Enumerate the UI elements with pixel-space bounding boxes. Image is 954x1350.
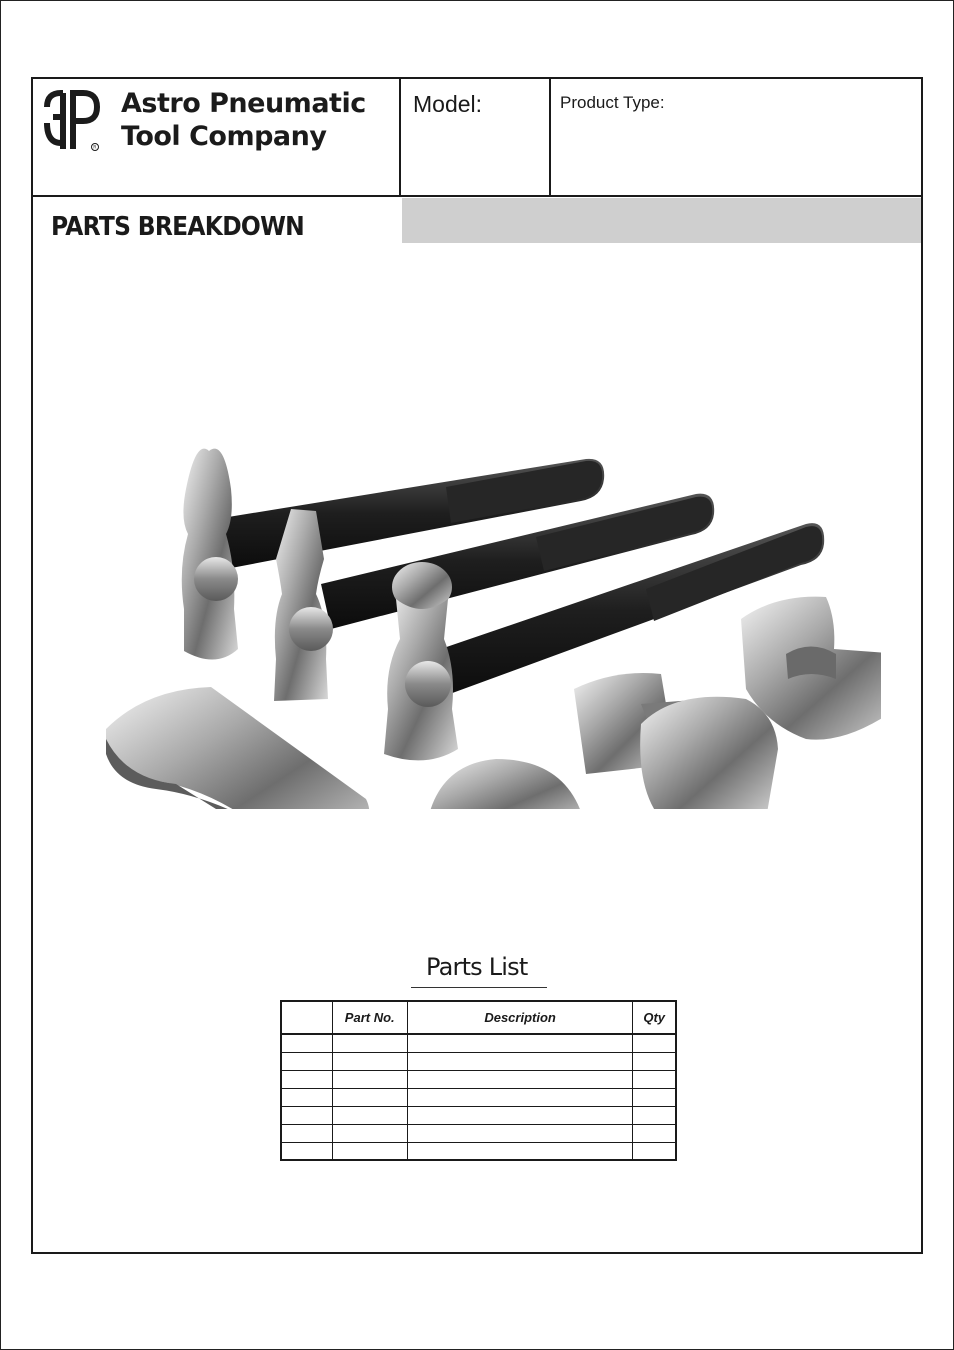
- table-cell: [281, 1034, 332, 1052]
- double-end-dolly-icon: [574, 673, 778, 809]
- table-cell: [407, 1124, 633, 1142]
- section-gray-bar: [402, 198, 921, 243]
- table-cell: [633, 1106, 676, 1124]
- header-row: [33, 79, 921, 197]
- table-row: [281, 1070, 676, 1088]
- column-header-description: Description: [407, 1001, 633, 1034]
- heel-dolly-icon: [106, 687, 369, 809]
- table-cell: [281, 1142, 332, 1160]
- table-cell: [407, 1142, 633, 1160]
- table-cell: [633, 1070, 676, 1088]
- table-cell: [332, 1070, 407, 1088]
- table-cell: [407, 1070, 633, 1088]
- parts-list-title-rule: [411, 987, 547, 988]
- company-name-line1: Astro Pneumatic: [121, 88, 366, 119]
- table-cell: [633, 1034, 676, 1052]
- column-header-qty: Qty: [633, 1001, 676, 1034]
- table-cell: [332, 1142, 407, 1160]
- table-cell: [633, 1088, 676, 1106]
- company-name: [121, 87, 366, 153]
- column-header-ref: [281, 1001, 332, 1034]
- table-row: [281, 1142, 676, 1160]
- table-cell: [633, 1052, 676, 1070]
- table-cell: [332, 1034, 407, 1052]
- table-cell: [281, 1088, 332, 1106]
- model-cell: [401, 79, 551, 195]
- parts-list-table: [280, 1000, 677, 1161]
- astro-logo-icon: [43, 87, 101, 153]
- table-row: [281, 1052, 676, 1070]
- column-header-part-no: Part No.: [332, 1001, 407, 1034]
- table-cell: [407, 1106, 633, 1124]
- table-cell: [332, 1106, 407, 1124]
- table-row: [281, 1124, 676, 1142]
- general-purpose-dolly-icon: [422, 759, 588, 809]
- table-cell: [633, 1124, 676, 1142]
- svg-text:R: R: [93, 145, 97, 151]
- table-cell: [281, 1124, 332, 1142]
- table-row: [281, 1106, 676, 1124]
- table-cell: [281, 1106, 332, 1124]
- table-cell: [281, 1070, 332, 1088]
- table-cell: [633, 1142, 676, 1160]
- logo-cell: [33, 79, 401, 195]
- product-type-label: Product Type:: [560, 93, 665, 112]
- hammer-and-dolly-set-illustration: [66, 369, 881, 809]
- section-title: PARTS BREAKDOWN: [51, 212, 305, 242]
- table-cell: [332, 1052, 407, 1070]
- company-name-line2: Tool Company: [121, 121, 327, 152]
- table-cell: [407, 1034, 633, 1052]
- table-cell: [281, 1052, 332, 1070]
- table-cell: [407, 1052, 633, 1070]
- table-cell: [332, 1124, 407, 1142]
- table-row: [281, 1088, 676, 1106]
- table-row: [281, 1034, 676, 1052]
- product-type-cell: [551, 79, 921, 195]
- document-frame: [31, 77, 923, 1254]
- table-cell: [332, 1088, 407, 1106]
- parts-list-title: Parts List: [426, 953, 528, 981]
- table-cell: [407, 1088, 633, 1106]
- parts-table-header-row: [281, 1001, 676, 1034]
- model-label: Model:: [413, 91, 483, 117]
